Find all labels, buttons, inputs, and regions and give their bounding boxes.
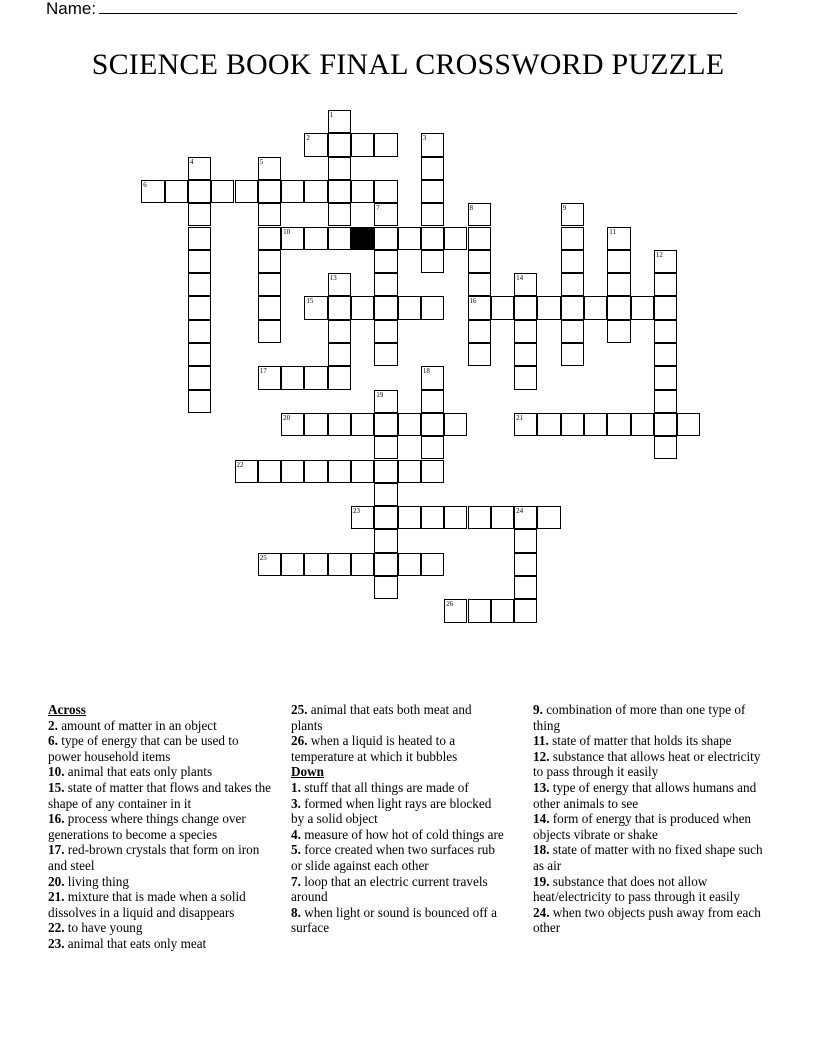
- crossword-cell[interactable]: [304, 296, 327, 319]
- clue-item: [48, 733, 273, 764]
- clue-item: [291, 702, 506, 733]
- clue-item: [48, 936, 273, 952]
- clue-item: [48, 842, 273, 873]
- crossword-cell[interactable]: [631, 296, 654, 319]
- clue-number: 11.: [533, 733, 549, 749]
- cell-number: 23: [353, 507, 360, 516]
- crossword-cell[interactable]: [584, 413, 607, 436]
- clue-item: [48, 920, 273, 936]
- cell-number: 18: [422, 367, 430, 376]
- crossword-cell[interactable]: [328, 227, 351, 250]
- crossword-cell[interactable]: [421, 436, 444, 459]
- clue-text: form of energy that is produced when objects vibrate or shake: [533, 811, 752, 842]
- crossword-cell[interactable]: [398, 506, 421, 529]
- clue-text: state of matter that holds its shape: [548, 733, 732, 749]
- crossword-cell[interactable]: [468, 203, 491, 226]
- crossword-cell[interactable]: [258, 553, 281, 576]
- crossword-cell[interactable]: [165, 180, 188, 203]
- crossword-cell[interactable]: [304, 180, 327, 203]
- clue-item: [48, 889, 273, 920]
- crossword-cell[interactable]: [188, 250, 211, 273]
- crossword-cell[interactable]: [514, 343, 537, 366]
- crossword-cell[interactable]: [421, 413, 444, 436]
- crossword-cell[interactable]: [421, 250, 444, 273]
- crossword-cell[interactable]: [188, 320, 211, 343]
- crossword-cell[interactable]: [258, 273, 281, 296]
- cell-number: 1: [329, 111, 334, 119]
- cell-number: 20: [283, 413, 291, 422]
- crossword-cell[interactable]: [304, 227, 327, 250]
- crossword-cell[interactable]: [374, 227, 397, 250]
- crossword-cell[interactable]: [188, 180, 211, 203]
- clue-item: [533, 842, 768, 873]
- cell-number: 16: [469, 297, 477, 306]
- clue-text: animal that eats both meat and plants: [291, 702, 472, 733]
- crossword-cell[interactable]: [351, 133, 374, 156]
- crossword-cell[interactable]: [351, 180, 374, 203]
- crossword-cell[interactable]: [421, 506, 444, 529]
- crossword-cell[interactable]: [468, 250, 491, 273]
- crossword-cell[interactable]: [258, 157, 281, 180]
- crossword-cell[interactable]: [398, 460, 421, 483]
- crossword-cell[interactable]: [421, 203, 444, 226]
- clue-item: [48, 780, 273, 811]
- clue-text: measure of how hot of cold things are: [300, 826, 504, 842]
- crossword-cell[interactable]: [374, 460, 397, 483]
- cell-number: 10: [283, 227, 291, 236]
- crossword-cell[interactable]: [141, 180, 164, 203]
- clue-number: 25.: [291, 702, 308, 717]
- crossword-cell[interactable]: [188, 203, 211, 226]
- crossword-cell[interactable]: [561, 273, 584, 296]
- clue-item: [291, 780, 506, 796]
- page-title: SCIENCE BOOK FINAL CROSSWORD PUZZLE: [91, 48, 725, 81]
- cell-number: 17: [259, 367, 267, 376]
- clue-number: 1.: [291, 779, 301, 795]
- clue-text: animal that eats only plants: [64, 764, 213, 780]
- crossword-cell[interactable]: [304, 460, 327, 483]
- crossword-cell[interactable]: [258, 250, 281, 273]
- clue-item: [48, 764, 273, 780]
- crossword-cell[interactable]: [514, 599, 537, 622]
- crossword-cell[interactable]: [351, 413, 374, 436]
- crossword-cell[interactable]: [374, 133, 397, 156]
- crossword-cell[interactable]: [561, 413, 584, 436]
- crossword-cell[interactable]: [421, 133, 444, 156]
- crossword-cell[interactable]: [328, 413, 351, 436]
- clue-item: [291, 842, 506, 873]
- crossword-cell[interactable]: [444, 506, 467, 529]
- crossword-cell[interactable]: [421, 157, 444, 180]
- clue-text: living thing: [64, 873, 129, 889]
- clue-item: [291, 796, 506, 827]
- clue-item: [291, 733, 506, 764]
- crossword-cell[interactable]: [654, 390, 677, 413]
- crossword-cell[interactable]: [654, 273, 677, 296]
- crossword-cell[interactable]: [188, 227, 211, 250]
- clue-number: 16.: [48, 811, 65, 827]
- crossword-cell[interactable]: [444, 227, 467, 250]
- clue-item: [533, 702, 768, 733]
- clue-number: 24.: [533, 904, 550, 920]
- crossword-cell[interactable]: [444, 413, 467, 436]
- crossword-cell[interactable]: [374, 483, 397, 506]
- clue-item: [533, 811, 768, 842]
- clue-number: 9.: [533, 702, 543, 717]
- clue-number: 15.: [48, 779, 65, 795]
- crossword-cell[interactable]: [188, 366, 211, 389]
- crossword-cell[interactable]: [258, 203, 281, 226]
- crossword-cell[interactable]: [281, 227, 304, 250]
- crossword-cell[interactable]: [561, 320, 584, 343]
- cell-number: 8: [469, 204, 473, 213]
- crossword-cell[interactable]: [188, 273, 211, 296]
- crossword-cell[interactable]: [561, 250, 584, 273]
- clue-item: [533, 780, 768, 811]
- crossword-cell[interactable]: [491, 296, 514, 319]
- crossword-cell[interactable]: [398, 413, 421, 436]
- clue-column-3: [533, 702, 768, 936]
- clue-number: 18.: [533, 842, 550, 858]
- crossword-cell[interactable]: [188, 296, 211, 319]
- clue-number: 13.: [533, 779, 550, 795]
- crossword-cell[interactable]: [351, 460, 374, 483]
- clue-item: [533, 905, 768, 936]
- name-label: Name:: [46, 0, 97, 18]
- crossword-cell[interactable]: [607, 320, 630, 343]
- crossword-cell[interactable]: [561, 203, 584, 226]
- clue-text: when two objects push away from each other: [533, 904, 761, 936]
- crossword-cell[interactable]: [328, 180, 351, 203]
- crossword-cell[interactable]: [374, 553, 397, 576]
- clue-number: 4.: [291, 826, 301, 842]
- crossword-cell[interactable]: [631, 413, 654, 436]
- black-cell: [351, 227, 374, 250]
- clue-number: 17.: [48, 842, 65, 858]
- clue-text: formed when light rays are blocked by a solid object: [291, 795, 492, 827]
- crossword-cell[interactable]: [514, 576, 537, 599]
- clue-item: [291, 827, 506, 843]
- clue-item: [533, 874, 768, 905]
- crossword-cell[interactable]: [258, 320, 281, 343]
- cell-number: 24: [516, 507, 524, 516]
- clue-column-2: [291, 702, 506, 936]
- clue-text: loop that an electric current travels around: [291, 873, 488, 905]
- crossword-cell[interactable]: [351, 506, 374, 529]
- clue-number: 14.: [533, 811, 550, 827]
- cell-number: 5: [259, 157, 264, 166]
- crossword-cell[interactable]: [374, 436, 397, 459]
- crossword-cell[interactable]: [211, 180, 234, 203]
- crossword-cell[interactable]: [561, 227, 584, 250]
- crossword-cell[interactable]: [374, 180, 397, 203]
- crossword-cell[interactable]: [654, 320, 677, 343]
- crossword-cell[interactable]: [654, 413, 677, 436]
- crossword-cell[interactable]: [584, 296, 607, 319]
- crossword-cell[interactable]: [537, 413, 560, 436]
- clue-number: 19.: [533, 873, 550, 889]
- crossword-cell[interactable]: [304, 133, 327, 156]
- cell-number: 11: [609, 227, 617, 236]
- crossword-cell[interactable]: [188, 343, 211, 366]
- crossword-cell[interactable]: [607, 413, 630, 436]
- cell-number: 25: [259, 553, 267, 562]
- clue-number: 3.: [291, 795, 301, 811]
- clue-text: state of matter with no fixed shape such as air: [533, 842, 763, 873]
- crossword-cell[interactable]: [491, 599, 514, 622]
- crossword-cell[interactable]: [328, 320, 351, 343]
- crossword-cell[interactable]: [328, 296, 351, 319]
- crossword-cell[interactable]: [607, 227, 630, 250]
- crossword-cell[interactable]: [258, 366, 281, 389]
- crossword-cell[interactable]: [328, 273, 351, 296]
- clue-text: when a liquid is heated to a temperature at which it bubbles: [291, 733, 458, 764]
- clue-text: to have young: [64, 920, 143, 936]
- crossword-cell[interactable]: [654, 296, 677, 319]
- clue-number: 2.: [48, 717, 58, 733]
- clue-item: [48, 874, 273, 890]
- clue-item: [48, 718, 273, 734]
- crossword-cell[interactable]: [374, 320, 397, 343]
- crossword-cell[interactable]: [537, 506, 560, 529]
- across-heading: Across: [48, 702, 86, 717]
- cell-number: 12: [655, 250, 663, 259]
- crossword-cell[interactable]: [281, 366, 304, 389]
- clue-text: amount of matter in an object: [57, 717, 217, 733]
- crossword-cell[interactable]: [258, 227, 281, 250]
- crossword-cell[interactable]: [468, 296, 491, 319]
- crossword-cell[interactable]: [514, 296, 537, 319]
- cell-number: 26: [446, 600, 454, 609]
- crossword-cell[interactable]: [468, 343, 491, 366]
- cell-number: 15: [306, 297, 314, 306]
- crossword-cell[interactable]: [514, 413, 537, 436]
- crossword-cell[interactable]: [328, 110, 351, 133]
- crossword-cell[interactable]: [374, 576, 397, 599]
- crossword-cell[interactable]: [468, 320, 491, 343]
- clue-number: 7.: [291, 873, 301, 889]
- clue-column-1: [48, 702, 273, 952]
- crossword-cell[interactable]: [374, 413, 397, 436]
- crossword-cell[interactable]: [421, 460, 444, 483]
- crossword-cell[interactable]: [421, 227, 444, 250]
- clue-item: [291, 905, 506, 936]
- crossword-cell[interactable]: [654, 250, 677, 273]
- crossword-cell[interactable]: [421, 390, 444, 413]
- clue-text: type of energy that allows humans and other animals to see: [533, 779, 757, 811]
- crossword-cell[interactable]: [654, 366, 677, 389]
- clue-number: 23.: [48, 935, 65, 951]
- crossword-cell[interactable]: [514, 553, 537, 576]
- crossword-cell[interactable]: [281, 413, 304, 436]
- cell-number: 3: [422, 134, 427, 143]
- crossword-cell[interactable]: [304, 413, 327, 436]
- crossword-cell[interactable]: [468, 273, 491, 296]
- crossword-cell[interactable]: [514, 273, 537, 296]
- cell-number: 4: [189, 157, 194, 166]
- down-heading: Down: [291, 764, 324, 780]
- crossword-cell[interactable]: [374, 273, 397, 296]
- crossword-cell[interactable]: [561, 296, 584, 319]
- clue-text: type of energy that can be used to power household items: [48, 733, 239, 764]
- crossword-cell[interactable]: [374, 250, 397, 273]
- clue-number: 22.: [48, 920, 65, 936]
- crossword-cell[interactable]: [514, 366, 537, 389]
- crossword-cell[interactable]: [258, 460, 281, 483]
- cell-number: 22: [236, 460, 244, 469]
- crossword-cell[interactable]: [421, 366, 444, 389]
- crossword-cell[interactable]: [328, 203, 351, 226]
- crossword-cell[interactable]: [304, 553, 327, 576]
- crossword-cell[interactable]: [607, 273, 630, 296]
- clue-text: substance that does not allow heat/electricity to pass through it easily: [533, 873, 740, 905]
- crossword-cell[interactable]: [374, 506, 397, 529]
- crossword-cell[interactable]: [491, 506, 514, 529]
- crossword-cell[interactable]: [328, 553, 351, 576]
- clue-text: mixture that is made when a solid dissolves in a liquid and disappears: [48, 889, 246, 920]
- clue-number: 5.: [291, 842, 301, 858]
- crossword-cell[interactable]: [468, 506, 491, 529]
- crossword-cell[interactable]: [421, 553, 444, 576]
- crossword-cell[interactable]: [374, 296, 397, 319]
- clue-text: process where things change over generations to become a species: [48, 811, 246, 842]
- crossword-cell[interactable]: [351, 296, 374, 319]
- clue-text: combination of more than one type of thing: [533, 702, 746, 733]
- crossword-cell[interactable]: [258, 180, 281, 203]
- clue-text: force created when two surfaces rub or slide against each other: [291, 842, 495, 873]
- crossword-cell[interactable]: [561, 343, 584, 366]
- clue-item: [48, 811, 273, 842]
- crossword-cell[interactable]: [654, 436, 677, 459]
- crossword-cell[interactable]: [258, 296, 281, 319]
- clue-number: 8.: [291, 904, 301, 920]
- cell-number: 19: [376, 390, 384, 399]
- crossword-cell[interactable]: [537, 296, 560, 319]
- crossword-cell[interactable]: [351, 553, 374, 576]
- crossword-cell[interactable]: [514, 506, 537, 529]
- clue-item: [291, 874, 506, 905]
- crossword-cell[interactable]: [235, 460, 258, 483]
- crossword-cell[interactable]: [468, 599, 491, 622]
- crossword-cell[interactable]: [304, 366, 327, 389]
- cell-number: 14: [516, 274, 524, 283]
- crossword-cell[interactable]: [398, 227, 421, 250]
- clue-text: when light or sound is bounced off a surface: [291, 904, 497, 936]
- crossword-cell[interactable]: [374, 390, 397, 413]
- crossword-cell[interactable]: [398, 553, 421, 576]
- clue-text: substance that allows heat or electricity to pass through it easily: [533, 748, 761, 780]
- crossword-cell[interactable]: [468, 227, 491, 250]
- crossword-cell[interactable]: [374, 203, 397, 226]
- crossword-cell[interactable]: [374, 529, 397, 552]
- cell-number: 13: [329, 274, 337, 283]
- crossword-cell[interactable]: [514, 320, 537, 343]
- crossword-cell[interactable]: [421, 296, 444, 319]
- clue-text: state of matter that flows and takes the shape of any container in it: [48, 779, 272, 811]
- crossword-cell[interactable]: [235, 180, 258, 203]
- crossword-cell[interactable]: [398, 296, 421, 319]
- cell-number: 2: [306, 134, 310, 143]
- cell-number: 9: [562, 204, 567, 213]
- crossword-cell[interactable]: [654, 343, 677, 366]
- crossword-cell[interactable]: [281, 180, 304, 203]
- clue-number: 21.: [48, 889, 65, 905]
- clue-number: 12.: [533, 748, 550, 764]
- clue-text: red-brown crystals that form on iron and steel: [48, 842, 260, 873]
- crossword-cell[interactable]: [328, 366, 351, 389]
- crossword-cell[interactable]: [607, 296, 630, 319]
- crossword-cell[interactable]: [328, 133, 351, 156]
- cell-number: 7: [376, 204, 380, 213]
- clue-item: [533, 733, 768, 749]
- clue-number: 20.: [48, 873, 65, 889]
- crossword-cell[interactable]: [677, 413, 700, 436]
- clue-number: 6.: [48, 733, 58, 749]
- crossword-cell[interactable]: [374, 343, 397, 366]
- crossword-cell[interactable]: [607, 250, 630, 273]
- clue-item: [533, 749, 768, 780]
- cell-number: 21: [516, 413, 524, 422]
- crossword-cell[interactable]: [328, 157, 351, 180]
- crossword-cell[interactable]: [281, 460, 304, 483]
- crossword-cell[interactable]: [188, 390, 211, 413]
- crossword-cell[interactable]: [514, 529, 537, 552]
- clue-number: 26.: [291, 733, 308, 749]
- crossword-cell[interactable]: [281, 553, 304, 576]
- crossword-cell[interactable]: [188, 157, 211, 180]
- crossword-cell[interactable]: [444, 599, 467, 622]
- crossword-cell[interactable]: [328, 343, 351, 366]
- clue-text: stuff that all things are made of: [300, 779, 469, 795]
- cell-number: 6: [143, 180, 147, 189]
- crossword-cell[interactable]: [421, 180, 444, 203]
- crossword-cell[interactable]: [328, 460, 351, 483]
- clue-text: animal that eats only meat: [64, 935, 207, 951]
- clue-number: 10.: [48, 764, 65, 780]
